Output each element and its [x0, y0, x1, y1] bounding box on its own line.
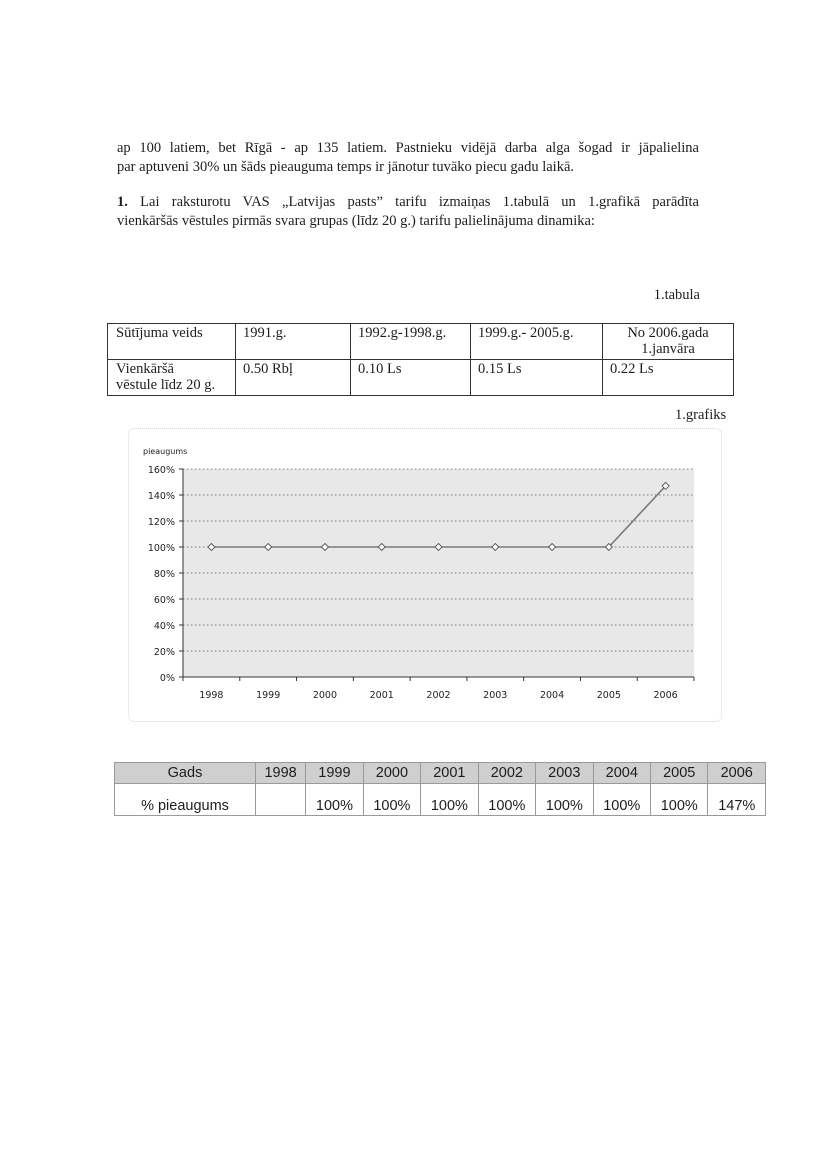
growth-year-2000: 2000	[363, 763, 420, 784]
growth-year-1999: 1999	[306, 763, 363, 784]
x-tick-label: 2003	[483, 690, 508, 701]
growth-row-label: % pieaugums	[115, 784, 256, 816]
growth-header-label: Gads	[115, 763, 256, 784]
tariff-cell-1991: 0.50 Rbļ	[236, 360, 351, 396]
y-tick-label: 140%	[147, 491, 175, 502]
growth-line-chart	[129, 429, 721, 721]
growth-value-2005: 100%	[651, 784, 708, 816]
section-number: 1.	[117, 194, 128, 210]
tariff-data-row	[108, 360, 734, 396]
growth-year-2003: 2003	[536, 763, 593, 784]
tariff-header-type: Sūtījuma veids	[108, 324, 236, 360]
x-tick-label: 2002	[426, 690, 451, 701]
intro-line-2: par aptuveni 30% un šāds pieauguma temps ir jānotur tuvāko piecu gadu laikā.	[117, 159, 575, 175]
x-tick-label: 2001	[369, 690, 394, 701]
growth-value-2006: 147%	[708, 784, 766, 816]
tariff-cell-1999-2005: 0.15 Ls	[471, 360, 603, 396]
y-tick-label: 120%	[147, 517, 175, 528]
tariff-table	[107, 323, 734, 396]
y-tick-label: 100%	[147, 543, 175, 554]
y-tick-label: 20%	[153, 647, 175, 658]
y-axis-title: pieaugums	[143, 447, 188, 456]
growth-value-2000: 100%	[363, 784, 420, 816]
growth-table	[114, 762, 766, 816]
tariff-header-2006-line1: No 2006.gada	[627, 325, 709, 341]
growth-value-2001: 100%	[421, 784, 478, 816]
table-caption: 1.tabula	[653, 287, 700, 303]
tariff-header-row	[108, 324, 734, 360]
tariff-type-line2: vēstule līdz 20 g.	[116, 377, 216, 393]
growth-value-1999: 100%	[306, 784, 363, 816]
growth-year-2004: 2004	[593, 763, 650, 784]
x-tick-label: 2006	[653, 690, 678, 701]
x-tick-label: 2004	[539, 690, 565, 701]
x-tick-label: 2005	[596, 690, 621, 701]
tariff-type-line1: Vienkāršā	[116, 361, 174, 377]
tariff-cell-1992-1998: 0.10 Ls	[351, 360, 471, 396]
tariff-header-1992-1998: 1992.g-1998.g.	[351, 324, 471, 360]
x-tick-label: 1998	[199, 690, 224, 701]
growth-year-2001: 2001	[421, 763, 478, 784]
section-paragraph	[117, 193, 699, 231]
y-tick-label: 80%	[153, 569, 175, 580]
growth-year-2002: 2002	[478, 763, 535, 784]
growth-year-2005: 2005	[651, 763, 708, 784]
section-line-1	[117, 193, 699, 212]
x-tick-label: 2000	[312, 690, 338, 701]
section-line-2: vienkāršās vēstules pirmās svara grupas (līdz 20 g.) tarifu palielinājuma dinamika:	[117, 213, 595, 229]
tariff-header-2006-line2: 1.janvāra	[641, 341, 695, 357]
growth-value-2004: 100%	[593, 784, 650, 816]
growth-year-1998: 1998	[256, 763, 306, 784]
y-tick-label: 160%	[147, 465, 175, 476]
intro-line-1: ap 100 latiem, bet Rīgā - ap 135 latiem. Pastnieku vidējā darba alga šogad ir jāpalielina	[117, 140, 699, 156]
growth-values-row	[115, 784, 766, 816]
growth-value-2002: 100%	[478, 784, 535, 816]
section-line-1-text: Lai raksturotu VAS „Latvijas pasts” tarifu izmaiņas 1.tabulā un 1.grafikā parādīta	[127, 194, 699, 210]
growth-year-2006: 2006	[708, 763, 766, 784]
chart-caption: 1.grafiks	[675, 407, 727, 423]
tariff-header-1999-2005: 1999.g.- 2005.g.	[471, 324, 603, 360]
tariff-header-2006	[603, 324, 734, 360]
growth-value-2003: 100%	[536, 784, 593, 816]
x-tick-label: 1999	[256, 690, 281, 701]
y-tick-label: 60%	[153, 595, 175, 606]
tariff-cell-2006: 0.22 Ls	[603, 360, 734, 396]
growth-header-row	[115, 763, 766, 784]
tariff-cell-type	[108, 360, 236, 396]
growth-value-1998	[256, 784, 306, 816]
y-tick-label: 0%	[159, 673, 175, 684]
tariff-header-1991: 1991.g.	[236, 324, 351, 360]
y-tick-label: 40%	[153, 621, 175, 632]
chart-frame	[128, 428, 722, 722]
intro-paragraph	[117, 139, 699, 177]
